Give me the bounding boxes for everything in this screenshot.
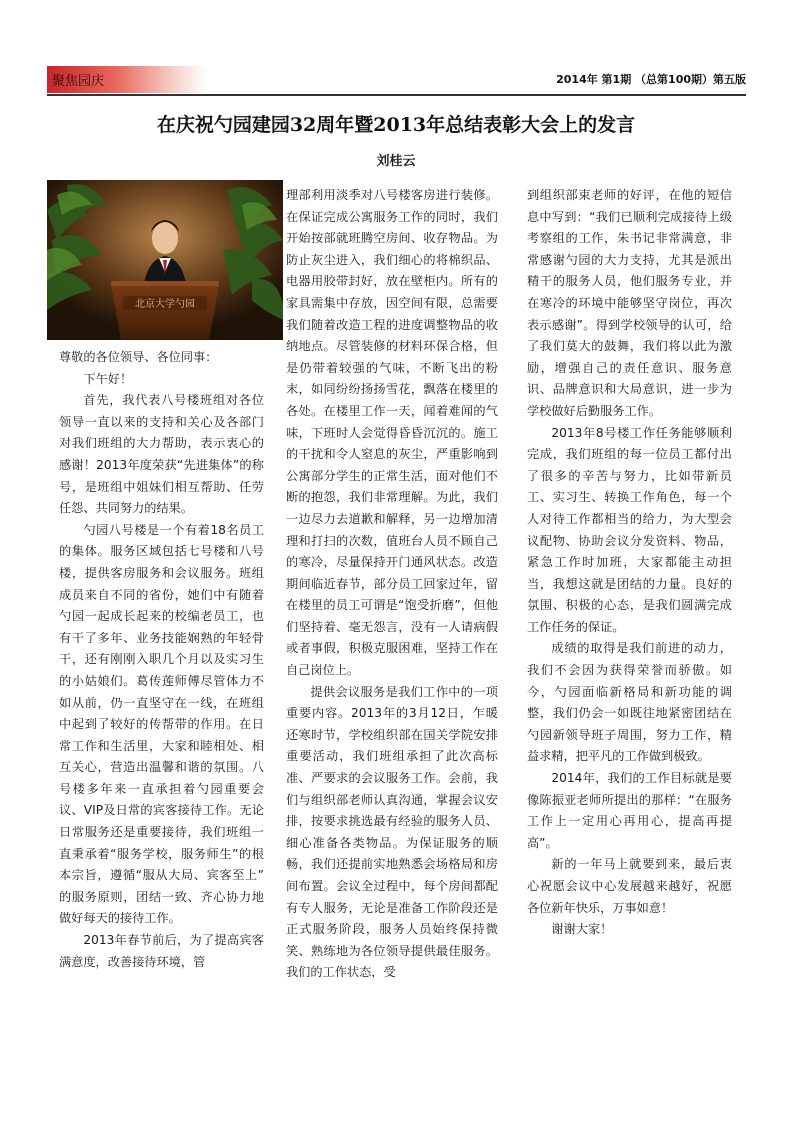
issue-info: 2014年 第1期 （总第100期）第五版 bbox=[556, 73, 746, 86]
paragraph: 成绩的取得是我们前进的动力，我们不会因为获得荣誉而骄傲。如今，勺园面临新格局和新功能的调整，我们仍会一如既往地紧密团结在勺园新领导班子周围，努力工作，精益求精，把平凡的工作做到极致。 bbox=[527, 641, 732, 764]
paragraph: 2013年8号楼工作任务能够顺利完成，我们班组的每一位员工都付出了很多的辛苦与努力，比如带新员工、实习生、转换工作角色，每一个人对待工作都相当的给力，为大型会议配物、协助会议分发资料、物品，紧急工作时加班，大家都能主动担当，我想这就是团结的力量。良好的氛围、积极的心态，是我们圆满完成工作任务的保证。 bbox=[527, 425, 732, 634]
column-1 bbox=[59, 347, 264, 973]
speaker-photo-illustration bbox=[47, 180, 283, 340]
article-author: 刘桂云 bbox=[376, 154, 416, 169]
section-label: 聚焦园庆 bbox=[52, 74, 105, 89]
paragraph: 2014年，我们的工作目标就是要像陈振亚老师所提出的那样：“在服务工作上一定用心再用心，提高再提高”。 bbox=[527, 771, 732, 850]
paragraph: 到组织部束老师的好评，在他的短信息中写到：“我们已顺利完成接待上级考察组的工作，朱书记非常满意，非常感谢勺园的大力支持，尤其是派出精干的服务人员，他们服务专业，并在寒冷的环境中能够坚守岗位，再次表示感谢”。得到学校领导的认可，给了我们莫大的鼓舞，我们将以此为激励，增强自己的责任意识、服务意识、品牌意识和大局意识，进一步为学校做好后勤服务工作。 bbox=[527, 188, 732, 418]
column-2 bbox=[286, 185, 498, 984]
salutation: 尊敬的各位领导、各位同事： bbox=[59, 350, 218, 364]
greeting: 下午好！ bbox=[83, 371, 133, 386]
paragraph: 首先，我代表八号楼班组对各位领导一直以来的支持和关心及各部门对我们班组的大力帮助，表示衷心的感谢！2013年度荣获“先进集体”的称号，是班组中姐妹们相互帮助、任劳任怨、共同努力的结果。 bbox=[59, 393, 264, 516]
article-title: 在庆祝勺园建园32周年暨2013年总结表彰大会上的发言 bbox=[156, 114, 636, 136]
paragraph: 勺园八号楼是一个有着18名员工的集体。服务区域包括七号楼和八号楼，提供客房服务和会议服务。班组成员来自不同的省份，她们中有随着勺园一起成长起来的校编老员工，也有干了多年、业务技能娴熟的年轻骨干，还有刚刚入职几个月以及实习生的小姑娘们。葛传莲师傅尽管体力不如从前，仍一直坚守在一线，在班组中起到了较好的传帮带的作用。在日常工作和生活里，大家和睦相处、相互关心，营造出温馨和谐的氛围。八号楼多年来一直承担着勺园重要会议、VIP及日常的宾客接待工作。无论日常服务还是重要接待，我们班组一直秉承着“服务学校，服务师生”的根本宗旨，遵循“服从大局、宾客至上” 的服务原则，团结一致、齐心协力地做好每天的接待工作。 bbox=[59, 522, 264, 926]
header-rule bbox=[47, 94, 746, 96]
paragraph: 2013年春节前后，为了提高宾客满意度，改善接待环境，管 bbox=[59, 933, 264, 969]
paragraph: 新的一年马上就要到来，最后衷心祝愿会议中心发展越来越好，祝愿各位新年快乐，万事如意！ bbox=[527, 857, 732, 915]
closing: 谢谢大家！ bbox=[551, 922, 613, 937]
column-3 bbox=[527, 185, 732, 941]
paragraph: 提供会议服务是我们工作中的一项重要内容。2013年的3月12日，乍暖还寒时节，学校组织部在国关学院安排重要活动，我们班组承担了此次高标准、严要求的会议服务工作。会前，我们与组织部老师认真沟通，掌握会议安排，按要求挑选最有经验的服务人员、细心准备各类物品。为保证服务的顺畅，我们还提前实地熟悉会场格局和房间布置。会议全过程中，每个房间都配有专人服务，无论是准备工作阶段还是正式服务阶段，服务人员始终保持微笑、熟练地为各位领导提供最佳服务。我们的工作状态，受 bbox=[286, 684, 498, 980]
speaker-photo bbox=[47, 180, 283, 340]
podium-text: 北京大学勺园 bbox=[135, 299, 195, 310]
paragraph: 理部利用淡季对八号楼客房进行装修。在保证完成公寓服务工作的同时，我们开始按部就班腾空房间、收存物品。为防止灰尘进入，我们细心的将棉织品、电器用胶带封好，放在壁柜内。所有的家具需集中存放，因空间有限，总需要我们随着改造工程的进度调整物品的收纳地点。尽管装修的材料环保合格，但是仍带着较强的气味，不断飞出的粉末，如同纷纷扬扬雪花，飘落在楼里的各处。在楼里工作一天，闻着难闻的气味，下班时人会觉得昏昏沉沉的。施工的干扰和令人窒息的灰尘，严重影响到公寓部分学生的正常生活，面对他们不断的抱怨，我们非常理解。为此，我们一边尽力去道歉和解释，另一边增加清理和打扫的次数，值班台人员不顾自己的寒冷，尽量保持开门通风状态。改造期间临近春节，部分员工回家过年，留在楼里的员工可谓是“饱受折磨”，但他们坚持着、毫无怨言，没有一人请病假或者事假，积极克服困难，坚持工作在自己岗位上。 bbox=[286, 188, 498, 678]
section-tab bbox=[47, 66, 207, 93]
